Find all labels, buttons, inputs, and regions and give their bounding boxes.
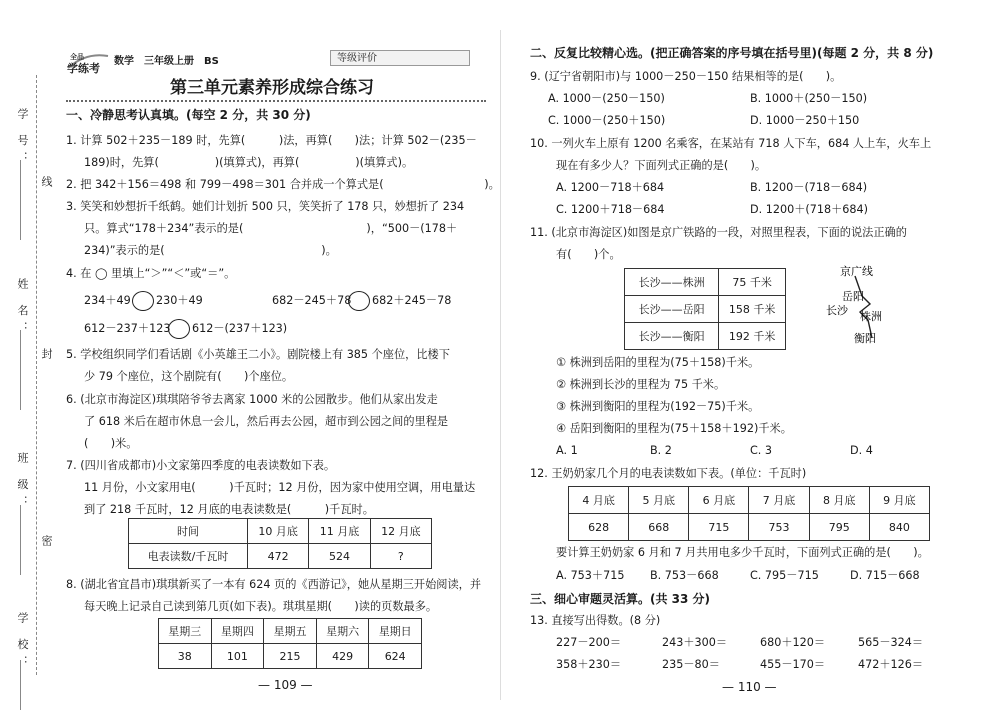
section-2-heading: 二、反复比较精心选。(把正确答案的序号填在括号里)(每题 2 分，共 8 分): [530, 46, 934, 60]
section-3-heading: 三、细心审题灵活算。(共 33 分): [530, 592, 711, 606]
q9-option-b[interactable]: B. 1000＋(250－150): [750, 92, 868, 105]
table-header-cell: 7 月底: [749, 487, 809, 514]
q10-option-c[interactable]: C. 1200＋718－684: [556, 203, 665, 216]
table-cell: 472: [248, 544, 309, 569]
page-separator: [500, 30, 501, 700]
compare-circle[interactable]: [132, 291, 154, 311]
q4-r2-right: 612－(237＋123): [192, 322, 288, 335]
table-header-cell: 10 月底: [248, 519, 309, 544]
q11-distance-table: [624, 268, 786, 350]
logo-top-text: 全品: [70, 53, 84, 61]
section-1-heading: 一、冷静思考认真填。(每空 2 分，共 30 分): [66, 108, 311, 122]
q5-line2: 少 79 个座位，这个剧院有( )个座位。: [84, 370, 294, 383]
table-cell: 电表读数/千瓦时: [129, 544, 248, 569]
q7-meter-table: [128, 518, 432, 569]
table-cell: 624: [369, 644, 422, 669]
mark-seal: 封: [40, 348, 53, 359]
q6-line3: ( )米。: [84, 437, 138, 450]
compare-circle[interactable]: [168, 319, 190, 339]
page-number-left: — 109 —: [258, 678, 313, 692]
page-number-right: — 110 —: [722, 680, 777, 694]
mark-close: 密: [40, 535, 53, 546]
q3-line2: 只。算式“178＋234”表示的是( )，“500－(178＋: [84, 222, 458, 235]
table-cell: 628: [569, 514, 629, 541]
table-header-cell: 8 月底: [809, 487, 869, 514]
q4-r1-left: 234＋49: [84, 294, 131, 307]
table-cell: 101: [211, 644, 264, 669]
q12-option-c[interactable]: C. 795－715: [750, 569, 819, 582]
q1-line1: 1. 计算 502＋235－189 时，先算( )法，再算( )法；计算 502－(235－: [66, 134, 477, 147]
q6-line2: 了 618 米后在超市休息一会儿，然后再去公园，超市到公园之间的里程是: [84, 415, 449, 428]
table-header-cell: 5 月底: [629, 487, 689, 514]
map-line-label: 京广线: [840, 265, 873, 278]
q9-option-a[interactable]: A. 1000－(250－150): [548, 92, 665, 105]
q10-line2: 现在有多少人？下面列式正确的是( )。: [556, 159, 767, 172]
q12-option-a[interactable]: A. 753＋715: [556, 569, 625, 582]
table-header-cell: 4 月底: [569, 487, 629, 514]
q10-option-a[interactable]: A. 1200－718＋684: [556, 181, 665, 194]
q11-option-d[interactable]: D. 4: [850, 444, 873, 457]
q8-line2: 每天晚上记录自己读到第几页(如下表)。琪琪星期( )读的页数最多。: [84, 600, 438, 613]
subject-label: 数学 三年级上册 BS: [114, 56, 219, 67]
q4-r1-right: 230＋49: [156, 294, 203, 307]
binding-dashed-line: [36, 75, 37, 675]
table-cell: 668: [629, 514, 689, 541]
student-no-blank: [20, 160, 21, 240]
q8-reading-table: [158, 618, 422, 669]
table-cell: 长沙——岳阳: [625, 296, 719, 323]
mark-line: 线: [40, 176, 53, 187]
compare-circle[interactable]: [348, 291, 370, 311]
table-header-cell: 星期四: [211, 619, 264, 644]
calc-item: 358＋230＝: [556, 658, 622, 671]
q11-statement-2: ② 株洲到长沙的里程为 75 千米。: [556, 378, 726, 391]
table-header-cell: 11 月底: [309, 519, 370, 544]
page-title: 第三单元素养形成综合练习: [170, 78, 374, 98]
q3-line3: 234)”表示的是( )。: [84, 244, 337, 257]
calc-item: 243＋300＝: [662, 636, 728, 649]
name-label: 姓 名：: [16, 278, 29, 339]
q9-option-d[interactable]: D. 1000－250＋150: [750, 114, 860, 127]
calc-item: 455－170＝: [760, 658, 826, 671]
q6-line1: 6. (北京市海淀区)琪琪陪爷爷去离家 1000 米的公园散步。他们从家出发走: [66, 393, 438, 406]
table-cell: 75 千米: [719, 269, 786, 296]
table-cell: 38: [159, 644, 212, 669]
table-cell: 715: [689, 514, 749, 541]
table-cell: 753: [749, 514, 809, 541]
q11-statement-4: ④ 岳阳到衡阳的里程为(75＋158＋192)千米。: [556, 422, 792, 435]
school-blank: [20, 660, 21, 710]
q12-text: 12. 王奶奶家几个月的电表读数如下表。(单位：千瓦时): [530, 467, 807, 480]
q11-line2: 有( )个。: [556, 248, 621, 261]
q4-r2-left: 612－237＋123: [84, 322, 171, 335]
table-header-cell: 12 月底: [370, 519, 431, 544]
table-cell: 795: [809, 514, 869, 541]
calc-item: 227－200＝: [556, 636, 622, 649]
table-header-cell: 时间: [129, 519, 248, 544]
q2-text: 2. 把 342＋156＝498 和 799－498＝301 合并成一个算式是( )。: [66, 178, 500, 191]
title-divider: [66, 100, 486, 102]
q3-line1: 3. 笑笑和妙想折千纸鹤。她们计划折 500 只，笑笑折了 178 只，妙想折了 234: [66, 200, 465, 213]
railway-map-diagram: [820, 262, 910, 348]
table-header-cell: 9 月底: [869, 487, 929, 514]
table-cell: 840: [869, 514, 929, 541]
table-cell: 长沙——株洲: [625, 269, 719, 296]
table-header-cell: 星期三: [159, 619, 212, 644]
calc-item: 472＋126＝: [858, 658, 924, 671]
table-cell: 158 千米: [719, 296, 786, 323]
table-cell: 215: [264, 644, 317, 669]
q7-text: 7. (四川省成都市)小文家第四季度的电表读数如下表。: [66, 459, 336, 472]
table-header-cell: 星期五: [264, 619, 317, 644]
table-header-cell: 星期六: [316, 619, 369, 644]
q4-text: 4. 在 ◯ 里填上“＞”“＜”或“＝”。: [66, 267, 236, 280]
table-header-cell: 6 月底: [689, 487, 749, 514]
q10-option-d[interactable]: D. 1200＋(718＋684): [750, 203, 869, 216]
table-cell: ?: [370, 544, 431, 569]
q12-question: 要计算王奶奶家 6 月和 7 月共用电多少千瓦时，下面列式正确的是( )。: [556, 546, 929, 559]
map-changsha: 长沙: [826, 304, 848, 317]
q10-option-b[interactable]: B. 1200－(718－684): [750, 181, 868, 194]
class-blank: [20, 505, 21, 575]
q9-text: 9. (辽宁省朝阳市)与 1000－250－150 结果相等的是( )。: [530, 70, 842, 83]
q12-meter-table: [568, 486, 930, 541]
map-zhuzhou: 株洲: [860, 310, 882, 323]
calc-item: 565－324＝: [858, 636, 924, 649]
q11-option-c[interactable]: C. 3: [750, 444, 773, 457]
q12-option-d[interactable]: D. 715－668: [850, 569, 920, 582]
map-hengyang: 衡阳: [854, 332, 876, 345]
calc-item: 680＋120＝: [760, 636, 826, 649]
brand-logo-icon: [66, 48, 110, 74]
q11-option-a[interactable]: A. 1: [556, 444, 578, 457]
q7-line2: 到了 218 千瓦时，12 月底的电表读数是( )千瓦时。: [84, 503, 374, 516]
grade-label: 等级评价: [337, 53, 377, 64]
q12-option-b[interactable]: B. 753－668: [650, 569, 719, 582]
logo-main-text: 学练考: [67, 62, 100, 74]
map-yueyang: 岳阳: [842, 290, 864, 303]
class-label: 班 级：: [16, 452, 29, 513]
q11-option-b[interactable]: B. 2: [650, 444, 672, 457]
q11-line1: 11. (北京市海淀区)如图是京广铁路的一段，对照里程表，下面的说法正确的: [530, 226, 907, 239]
q4-r1b-right: 682＋245－78: [372, 294, 452, 307]
grade-box: [330, 50, 470, 66]
table-cell: 429: [316, 644, 369, 669]
q10-line1: 10. 一列火车上原有 1200 名乘客，在某站有 718 人下车，684 人上车，火车上: [530, 137, 932, 150]
q1-line2: 189)时，先算( )(填算式)，再算( )(填算式)。: [84, 156, 414, 169]
q4-r1b-left: 682－245＋78: [272, 294, 352, 307]
calc-item: 235－80＝: [662, 658, 720, 671]
q11-statement-1: ① 株洲到岳阳的里程为(75＋158)千米。: [556, 356, 760, 369]
q7-line1: 11 月份，小文家用电( )千瓦时；12 月份，因为家中使用空调，用电量达: [84, 481, 476, 494]
school-label: 学 校：: [16, 612, 29, 673]
q11-statement-3: ③ 株洲到衡阳的里程为(192－75)千米。: [556, 400, 760, 413]
table-cell: 长沙——衡阳: [625, 323, 719, 350]
table-cell: 192 千米: [719, 323, 786, 350]
q9-option-c[interactable]: C. 1000－(250＋150): [548, 114, 666, 127]
q5-line1: 5. 学校组织同学们看话剧《小英雄王二小》。剧院楼上有 385 个座位，比楼下: [66, 348, 450, 361]
student-no-label: 学 号：: [16, 108, 29, 169]
name-blank: [20, 330, 21, 410]
q13-text: 13. 直接写出得数。(8 分): [530, 614, 661, 627]
table-cell: 524: [309, 544, 370, 569]
table-header-cell: 星期日: [369, 619, 422, 644]
q8-line1: 8. (湖北省宜昌市)琪琪新买了一本有 624 页的《西游记》，她从星期三开始阅读，并: [66, 578, 482, 591]
